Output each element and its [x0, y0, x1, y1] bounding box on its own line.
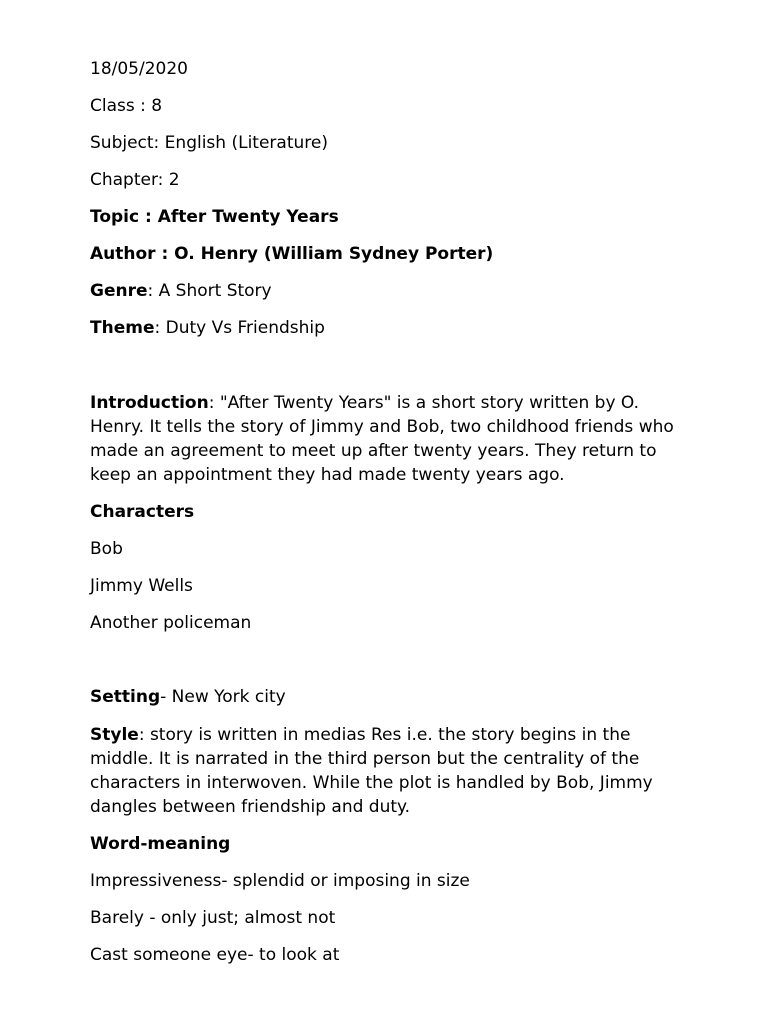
introduction-text: : "After Twenty Years" is a short story written by O. Henry. It tells the story of Jimmy and Bob, two childhood friends who made an agreement to meet up after twenty years. They return to keep an appointment they had made twenty years ago. — [90, 393, 674, 485]
genre-value: : A Short Story — [147, 281, 272, 301]
character-item: Bob — [90, 539, 123, 559]
characters-heading-text: Characters — [90, 502, 195, 522]
genre-line — [90, 279, 272, 303]
theme-label: Theme — [90, 318, 155, 338]
style-text: : story is written in medias Res i.e. the story begins in the middle. It is narrated in the third person but the centrality of the characters in interwoven. While the plot is handled by Bob, Jimmy dangles between friendship and duty. — [90, 725, 653, 817]
setting-line — [90, 685, 286, 709]
introduction-label: Introduction — [90, 393, 209, 413]
setting-label: Setting — [90, 687, 161, 707]
chapter-line: Chapter: 2 — [90, 170, 180, 190]
author-text: Author : O. Henry (William Sydney Porter) — [90, 244, 494, 264]
style-label: Style — [90, 725, 139, 745]
topic-line — [90, 205, 339, 229]
setting-value: - New York city — [160, 687, 286, 707]
character-item: Another policeman — [90, 613, 252, 633]
word-meaning-heading-text: Word-meaning — [90, 834, 231, 854]
genre-label: Genre — [90, 281, 148, 301]
word-meaning-heading — [90, 832, 230, 856]
style-paragraph — [90, 723, 690, 819]
theme-value: : Duty Vs Friendship — [154, 318, 325, 338]
word-meaning-item: Impressiveness- splendid or imposing in size — [90, 871, 470, 891]
date: 18/05/2020 — [90, 59, 188, 79]
subject-line: Subject: English (Literature) — [90, 133, 328, 153]
word-meaning-item: Cast someone eye- to look at — [90, 945, 340, 965]
characters-heading — [90, 500, 194, 524]
introduction-paragraph — [90, 391, 690, 487]
word-meaning-item: Barely - only just; almost not — [90, 908, 336, 928]
class-line: Class : 8 — [90, 96, 163, 116]
character-item: Jimmy Wells — [90, 576, 193, 596]
author-line — [90, 242, 493, 266]
topic-text: Topic : After Twenty Years — [90, 207, 339, 227]
theme-line — [90, 316, 325, 340]
